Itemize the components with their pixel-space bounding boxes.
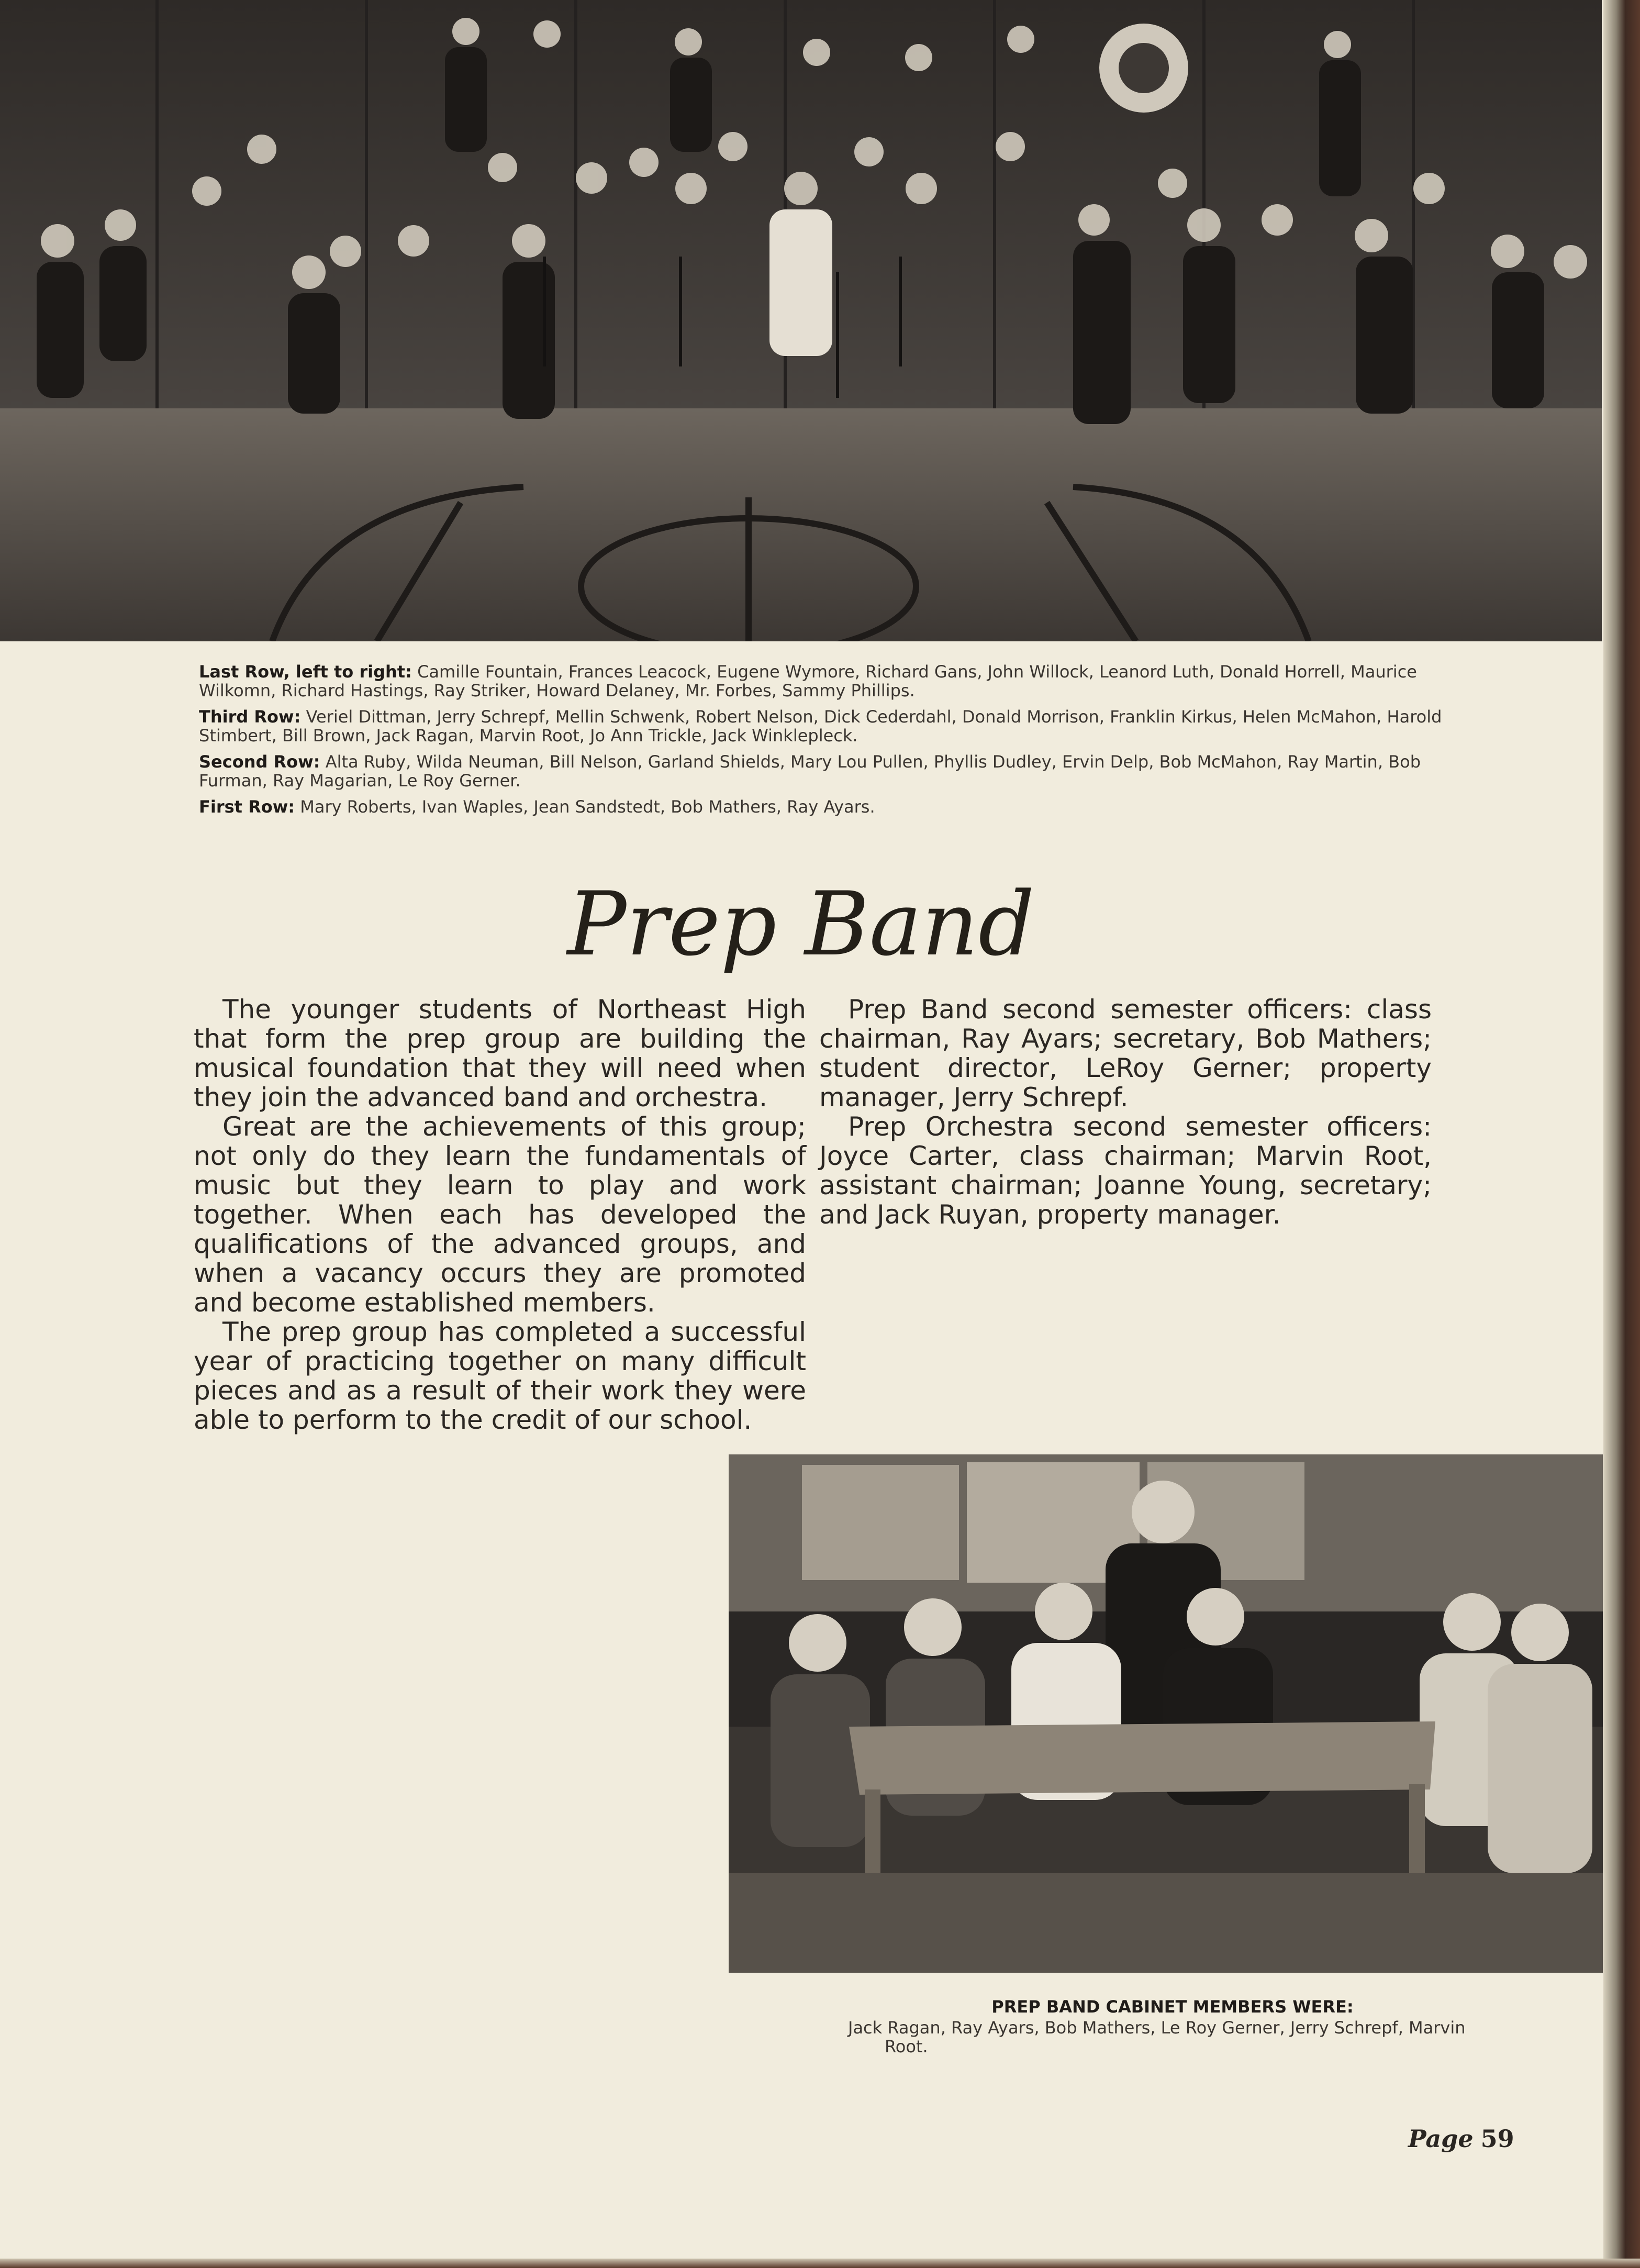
caption-third-row-names: Veriel Dittman, Jerry Schrepf, Mellin Schwenk, Robert Nelson, Dick Cederdahl, Donald Morrison, Franklin Kirkus, Helen McMahon, Harold Stimbert, Bill Brown, Jack Ragan, Marvin Root, Jo Ann Trickle, Jack Winklepleck.: [199, 707, 1442, 746]
band-photo-caption: [199, 662, 1455, 824]
body-paragraph: The prep group has completed a successful year of practicing together on many difficult pieces and as a result of their work they were able to perform to the credit of our school.: [194, 1317, 806, 1435]
band-group-photo: [0, 0, 1602, 641]
caption-second-row-names: Alta Ruby, Wilda Neuman, Bill Nelson, Garland Shields, Mary Lou Pullen, Phyllis Dudley, Ervin Delp, Bob McMahon, Ray Martin, Bob Furman, Ray Magarian, Le Roy Gerner.: [199, 752, 1421, 791]
cabinet-caption: [848, 1997, 1497, 2056]
body-column-right: [819, 995, 1432, 1229]
cabinet-caption-names: Jack Ragan, Ray Ayars, Bob Mathers, Le Roy Gerner, Jerry Schrepf, Marvin Root.: [848, 2018, 1466, 2056]
page-number-label: Page: [1408, 2125, 1474, 2153]
caption-third-row-label: Third Row:: [199, 707, 301, 727]
page-title: Prep Band: [567, 873, 1035, 975]
caption-last-row-names: Camille Fountain, Frances Leacock, Eugene Wymore, Richard Gans, John Willock, Leanord Luth, Donald Horrell, Maurice Wilkomn, Richard Hastings, Ray Striker, Howard Delaney, Mr. Forbes, Sammy Phillips.: [199, 662, 1417, 701]
caption-first-row-names: Mary Roberts, Ivan Waples, Jean Sandstedt, Bob Mathers, Ray Ayars.: [300, 797, 875, 817]
body-paragraph: The younger students of Northeast High that form the prep group are building the musical foundation that they will need when they join the advanced band and orchestra.: [194, 994, 806, 1113]
body-paragraph: Great are the achievements of this group; not only do they learn the fundamentals of music but they learn to play and work together. When each has developed the qualifications of the advanced groups, and when a vacancy occurs they are promoted and become established members.: [194, 1111, 806, 1318]
body-paragraph: Prep Band second semester officers: class chairman, Ray Ayars; secretary, Bob Mathers; student director, LeRoy Gerner; property manager, Jerry Schrepf.: [819, 994, 1432, 1113]
band-photo-illustration: [0, 0, 1602, 641]
caption-last-row: [199, 662, 1455, 700]
body-paragraph: Prep Orchestra second semester officers: Joyce Carter, class chairman; Marvin Root, assistant chairman; Joanne Young, secretary; and Jack Ruyan, property manager.: [819, 1111, 1432, 1230]
caption-second-row: [199, 752, 1455, 790]
page-bottom-edge: [0, 2259, 1640, 2268]
page-number-value: 59: [1480, 2125, 1514, 2153]
caption-second-row-label: Second Row:: [199, 752, 320, 772]
cabinet-caption-heading: PREP BAND CABINET MEMBERS WERE:: [991, 1997, 1354, 2017]
caption-third-row: [199, 707, 1455, 745]
page-binding-edge: [1603, 0, 1640, 2268]
caption-first-row-label: First Row:: [199, 797, 295, 817]
caption-first-row: [199, 797, 1455, 816]
cabinet-photo-illustration: [729, 1454, 1603, 1973]
page-number: [1408, 2125, 1514, 2153]
body-column-left: [194, 995, 806, 1435]
caption-last-row-label: Last Row, left to right:: [199, 662, 412, 682]
cabinet-group-photo: [729, 1454, 1603, 1973]
